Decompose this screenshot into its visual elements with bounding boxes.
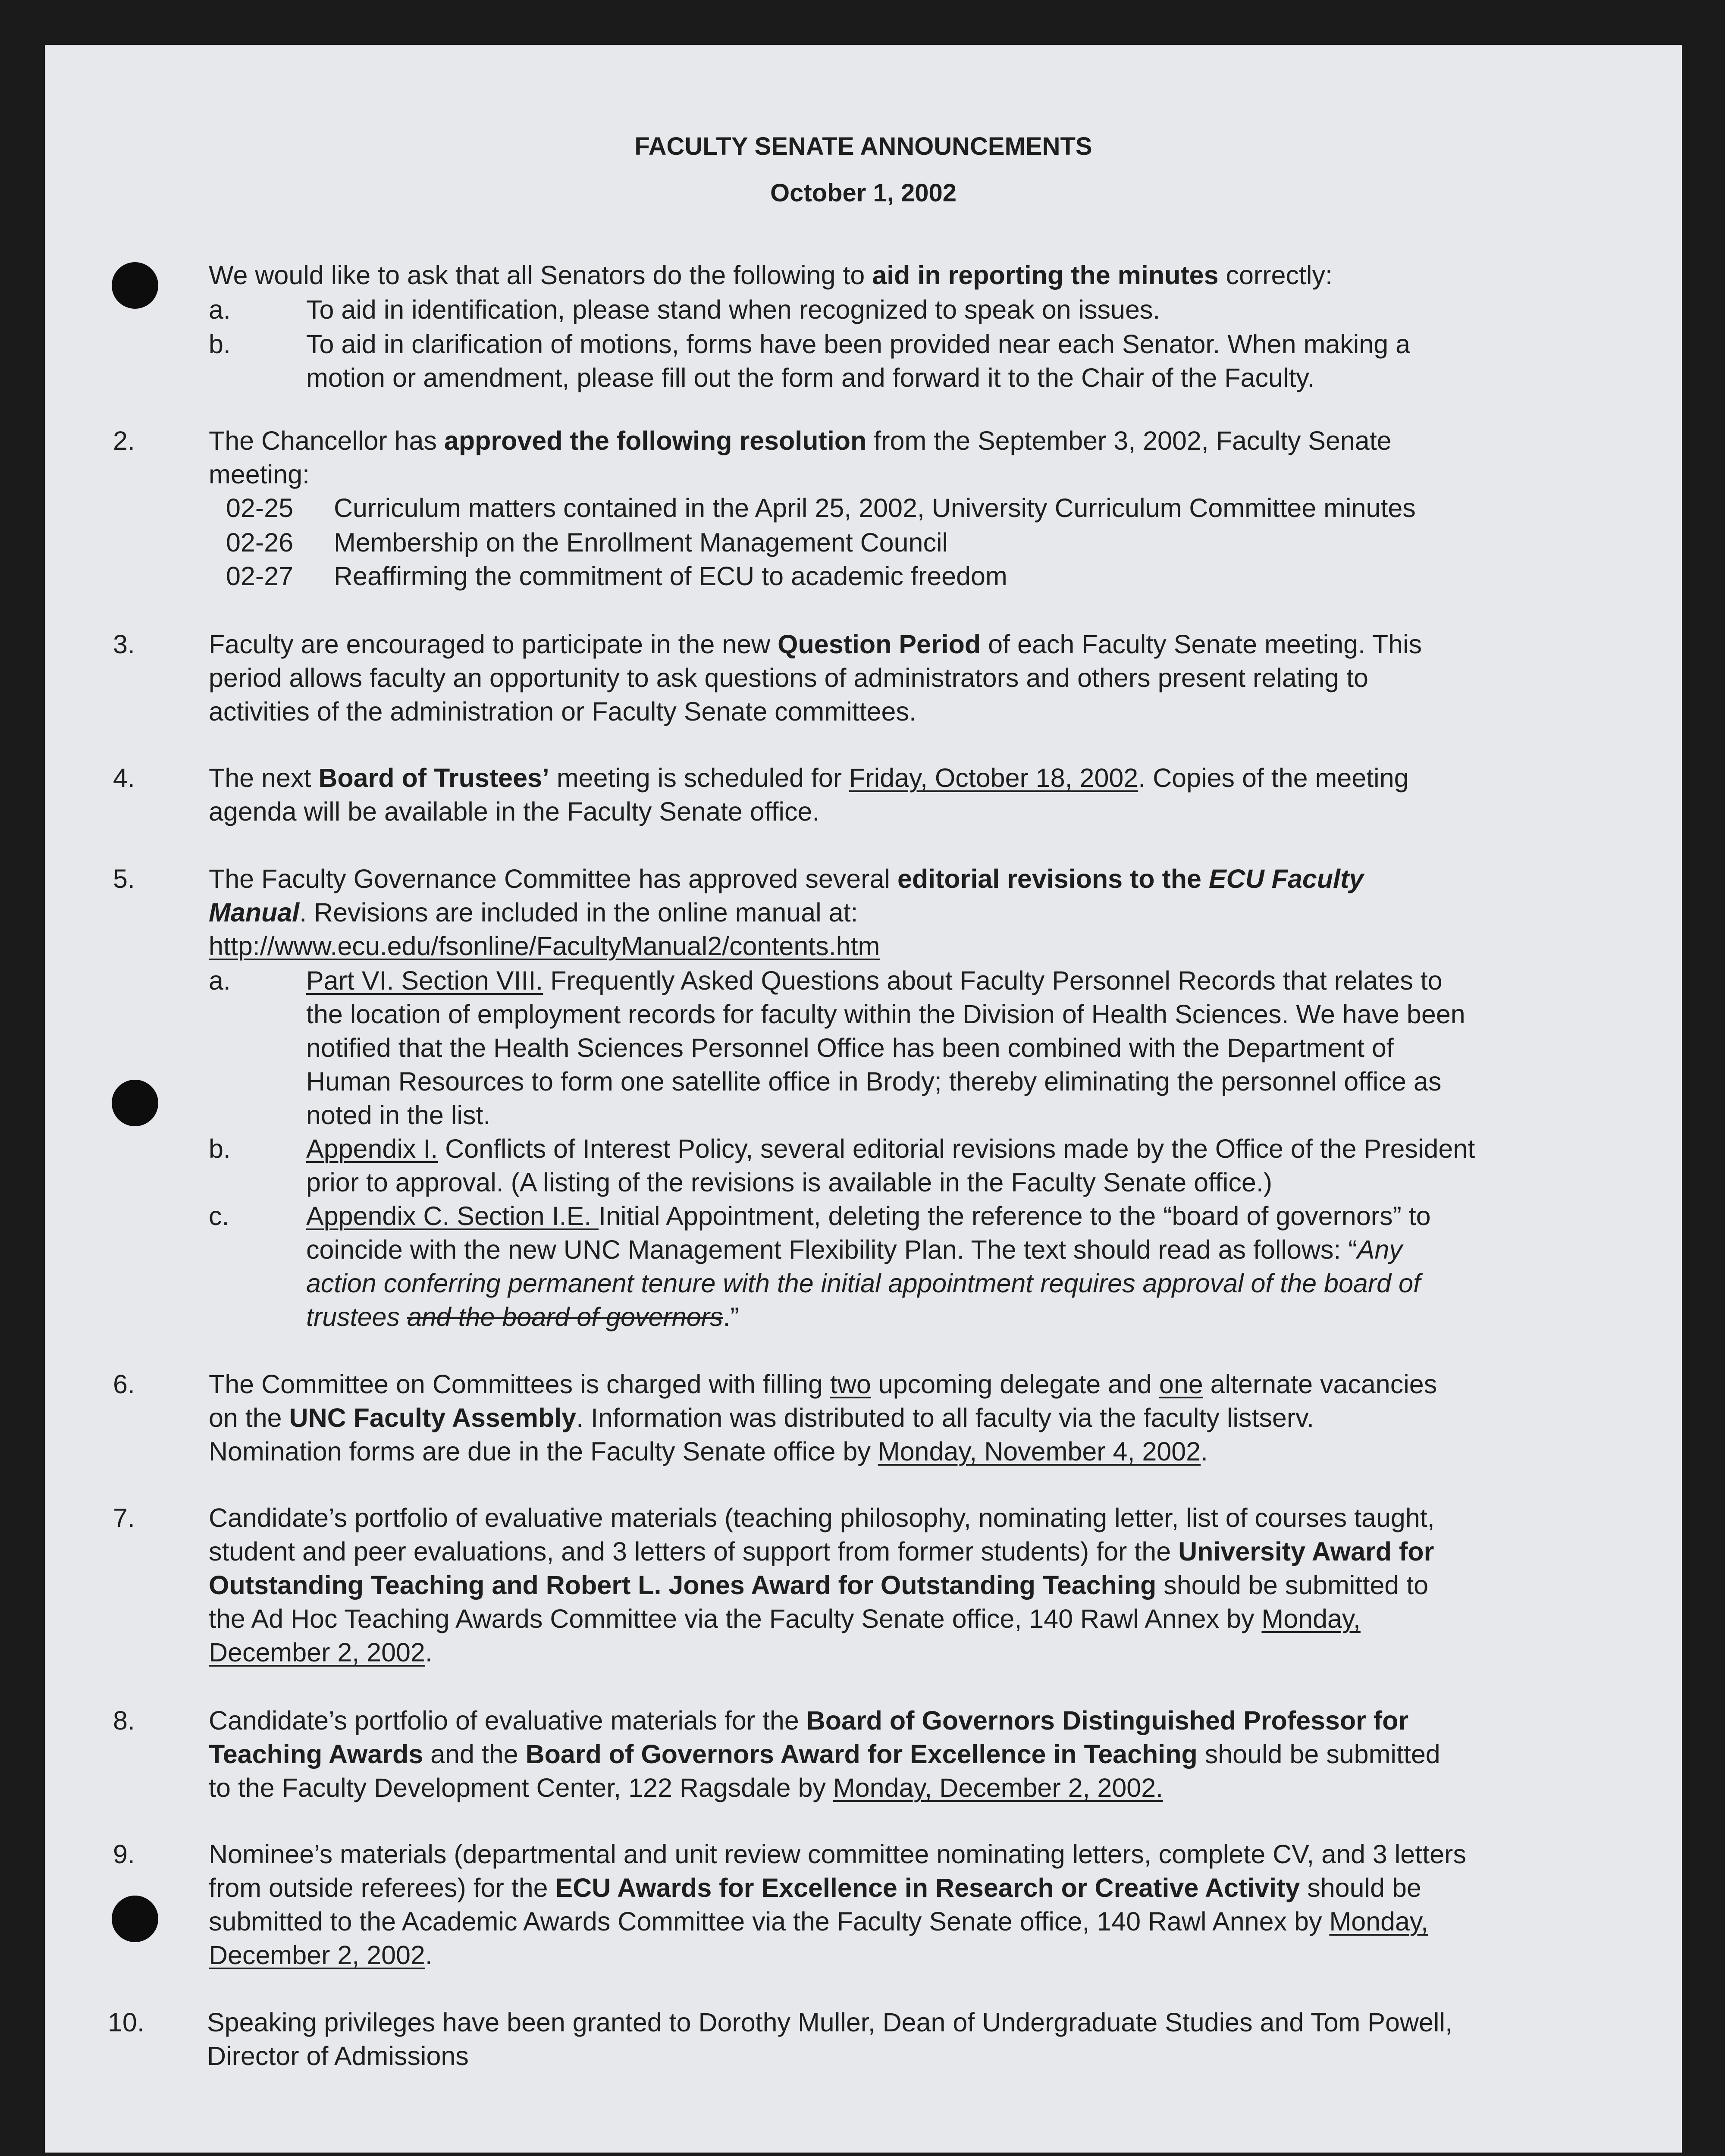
item-2-line: The Chancellor has approved the following resolution from the September 3, 2002, Faculty Senate	[209, 426, 1392, 455]
item-9-number: 9.	[113, 1839, 135, 1869]
item-5a-text: notified that the Health Sciences Personnel Office has been combined with the Department of	[306, 1033, 1394, 1062]
item-5-number: 5.	[113, 864, 135, 893]
item-8-number: 8.	[113, 1706, 135, 1735]
item-8-line: Candidate’s portfolio of evaluative materials for the Board of Governors Distinguished Professor for	[209, 1706, 1409, 1735]
punch-hole	[112, 262, 158, 309]
item-5c-text: Appendix C. Section I.E. Initial Appointment, deleting the reference to the “board of governors” to	[306, 1201, 1431, 1231]
item-3-number: 3.	[113, 630, 135, 659]
document-page	[45, 45, 1682, 2153]
item-1b-text: motion or amendment, please fill out the form and forward it to the Chair of the Faculty.	[306, 363, 1315, 392]
item-4-line: The next Board of Trustees’ meeting is scheduled for Friday, October 18, 2002. Copies of the meeting	[209, 763, 1409, 793]
item-3-line: Faculty are encouraged to participate in the new Question Period of each Faculty Senate meeting. This	[209, 630, 1422, 659]
item-7-line: the Ad Hoc Teaching Awards Committee via the Faculty Senate office, 140 Rawl Annex by Monday,	[209, 1604, 1361, 1633]
item-6-line: on the UNC Faculty Assembly. Information was distributed to all faculty via the faculty listserv.	[209, 1403, 1314, 1432]
item-5b-label: b.	[209, 1134, 231, 1163]
item-5-line: Manual. Revisions are included in the online manual at:	[209, 898, 858, 927]
item-5a-text: Human Resources to form one satellite office in Brody; thereby eliminating the personnel office as	[306, 1067, 1442, 1096]
page-title: FACULTY SENATE ANNOUNCEMENTS	[634, 132, 1092, 160]
item-5a-label: a.	[209, 966, 231, 995]
punch-hole	[112, 1896, 158, 1942]
resolution-title: Membership on the Enrollment Management Council	[334, 528, 948, 557]
resolution-code: 02-27	[226, 561, 294, 591]
item-1a-label: a.	[209, 295, 231, 324]
item-7-line: student and peer evaluations, and 3 letters of support from former students) for the University Award for	[209, 1537, 1434, 1566]
item-6-number: 6.	[113, 1369, 135, 1399]
item-9-line: from outside referees) for the ECU Awards for Excellence in Research or Creative Activity should be	[209, 1873, 1421, 1902]
punch-hole	[112, 1080, 158, 1126]
item-7-number: 7.	[113, 1503, 135, 1532]
item-9-line: submitted to the Academic Awards Committee via the Faculty Senate office, 140 Rawl Annex by Monday,	[209, 1907, 1428, 1936]
item-2-number: 2.	[113, 426, 135, 455]
item-1b-label: b.	[209, 329, 231, 359]
item-5b-text: prior to approval. (A listing of the revisions is available in the Faculty Senate office.)	[306, 1168, 1273, 1197]
resolution-title: Reaffirming the commitment of ECU to academic freedom	[334, 561, 1007, 591]
item-5a-text: the location of employment records for faculty within the Division of Health Sciences. We have been	[306, 1000, 1465, 1029]
item-10-number: 10.	[108, 2008, 144, 2037]
item-9-line: Nominee’s materials (departmental and unit review committee nominating letters, complete CV, and 3 letters	[209, 1839, 1466, 1869]
item-5c-text: action conferring permanent tenure with the initial appointment requires approval of the board of	[306, 1269, 1421, 1298]
item-7-line: December 2, 2002.	[209, 1638, 433, 1667]
page-date: October 1, 2002	[770, 179, 957, 207]
item-10-line: Speaking privileges have been granted to Dorothy Muller, Dean of Undergraduate Studies and Tom Powell,	[207, 2008, 1452, 2037]
item-4-number: 4.	[113, 763, 135, 793]
item-5a-text: Part VI. Section VIII. Frequently Asked Questions about Faculty Personnel Records that relates to	[306, 966, 1443, 995]
item-6-line: The Committee on Committees is charged with filling two upcoming delegate and one alternate vacancies	[209, 1369, 1437, 1399]
item-10-line: Director of Admissions	[207, 2041, 469, 2071]
item-5a-text: noted in the list.	[306, 1100, 491, 1130]
item-5c-label: c.	[209, 1201, 229, 1231]
item-1b-text: To aid in clarification of motions, forms have been provided near each Senator. When making a	[306, 329, 1411, 359]
item-8-line: to the Faculty Development Center, 122 Ragsdale by Monday, December 2, 2002.	[209, 1773, 1164, 1802]
item-1-line: We would like to ask that all Senators do the following to aid in reporting the minutes correctly:	[209, 260, 1333, 290]
item-1a-text: To aid in identification, please stand when recognized to speak on issues.	[306, 295, 1160, 324]
item-8-line: Teaching Awards and the Board of Governors Award for Excellence in Teaching should be submitted	[209, 1739, 1440, 1769]
item-3-line: activities of the administration or Faculty Senate committees.	[209, 697, 916, 726]
item-2-line: meeting:	[209, 460, 310, 489]
item-6-line: Nomination forms are due in the Faculty Senate office by Monday, November 4, 2002.	[209, 1437, 1208, 1466]
item-5c-text: coincide with the new UNC Management Flexibility Plan. The text should read as follows: “Any	[306, 1235, 1402, 1264]
item-4-line: agenda will be available in the Faculty Senate office.	[209, 797, 820, 826]
item-3-line: period allows faculty an opportunity to ask questions of administrators and others present relating to	[209, 663, 1368, 693]
item-7-line: Outstanding Teaching and Robert L. Jones Award for Outstanding Teaching should be submitted to	[209, 1570, 1428, 1600]
resolution-code: 02-25	[226, 493, 294, 523]
item-5c-text: trustees and the board of governors.”	[306, 1302, 739, 1332]
item-5b-text: Appendix I. Conflicts of Interest Policy, several editorial revisions made by the Office of the President	[306, 1134, 1475, 1163]
item-9-line: December 2, 2002.	[209, 1940, 433, 1970]
faculty-manual-link[interactable]: http://www.ecu.edu/fsonline/FacultyManual2/contents.htm	[209, 931, 880, 961]
item-5-line: The Faculty Governance Committee has approved several editorial revisions to the ECU Faculty	[209, 864, 1364, 893]
resolution-title: Curriculum matters contained in the April 25, 2002, University Curriculum Committee minutes	[334, 493, 1416, 523]
item-7-line: Candidate’s portfolio of evaluative materials (teaching philosophy, nominating letter, list of courses taught,	[209, 1503, 1435, 1532]
resolution-code: 02-26	[226, 528, 294, 557]
